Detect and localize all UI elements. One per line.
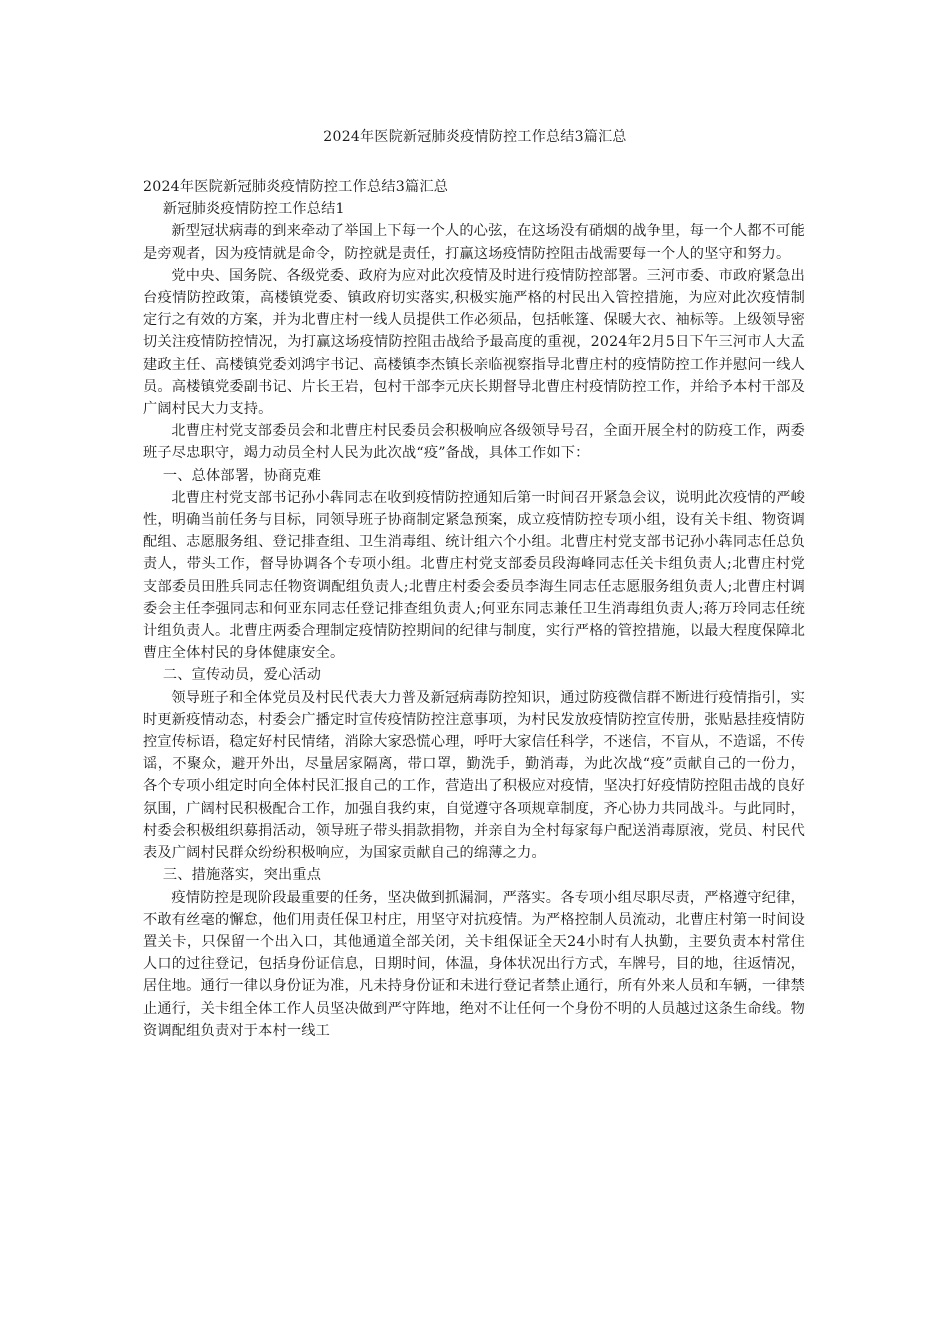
body-heading: 2024年医院新冠肺炎疫情防控工作总结3篇汇总 [143,179,449,195]
document-body [143,176,805,1042]
section-heading-2: 二、宣传动员，爱心活动 [162,667,322,684]
section-heading-3: 三、措施落实，突出重点 [162,867,322,884]
paragraph: 疫情防控是现阶段最重要的任务，坚决做到抓漏洞，严落实。各专项小组尽职尽责，严格遵守纪律，不敢有丝毫的懈怠，他们用责任保卫村庄，用坚守对抗疫情。为严格控制人员流动，北曹庄村第一时间设置关卡，只保留一个出入口，其他通道全部关闭，关卡组保证全天24小时有人执勤，主要负责本村常住人口的过往登记，包括身份证信息，日期时间，体温，身体状况出行方式，车牌号，目的地，往返情况，居住地。通行一律以身份证为准，凡未持身份证和未进行登记者禁止通行，所有外来人员和车辆，一律禁止通行，关卡组全体工作人员坚决做到严守阵地，绝对不让任何一个身份不明的人员越过这条生命线。物资调配组负责对于本村一线工 [143,889,805,1039]
document-title: 2024年医院新冠肺炎疫情防控工作总结3篇汇总 [323,129,627,145]
paragraph: 北曹庄村党支部委员会和北曹庄村民委员会积极响应各级领导号召，全面开展全村的防疫工作，两委班子尽忠职守，竭力动员全村人民为此次战“疫”备战，具体工作如下： [143,423,805,462]
paragraph: 党中央、国务院、各级党委、政府为应对此次疫情及时进行疫情防控部署。三河市委、市政府紧急出台疫情防控政策，高楼镇党委、镇政府切实落实,积极实施严格的村民出入管控措施，为应对此次疫情制定行之有效的方案，并为北曹庄村一线人员提供工作必须品，包括帐篷、保暖大衣、袖标等。上级领导密切关注疫情防控情况，为打赢这场疫情防控阻击战给予最高度的重视，2024年2月5日下午三河市人大孟建政主任、高楼镇党委刘鸿宇书记、高楼镇李杰镇长亲临视察指导北曹庄村的疫情防控工作并慰问一线人员。高楼镇党委副书记、片长王岩，包村干部李元庆长期督导北曹庄村疫情防控工作，并给予本村干部及广阔村民大力支持。 [143,267,805,418]
paragraph: 北曹庄村党支部书记孙小犇同志在收到疫情防控通知后第一时间召开紧急会议，说明此次疫情的严峻性，明确当前任务与目标，同领导班子协商制定紧急预案，成立疫情防控专项小组，设有关卡组、物资调配组、志愿服务组、登记排查组、卫生消毒组、统计组六个小组。北曹庄村党支部书记孙小犇同志任总负责人，带头工作，督导协调各个专项小组。北曹庄村党支部委员段海峰同志任关卡组负责人;北曹庄村党支部委员田胜兵同志任物资调配组负责人;北曹庄村委会委员李海生同志任志愿服务组负责人;北曹庄村调委会主任李强同志和何亚东同志任登记排查组负责人;何亚东同志兼任卫生消毒组负责人;蒋万玲同志任统计组负责人。北曹庄两委合理制定疫情防控期间的纪律与制度，实行严格的管控措施，以最大程度保障北曹庄全体村民的身体健康安全。 [143,489,805,662]
paragraph: 新型冠状病毒的到来牵动了举国上下每一个人的心弦，在这场没有硝烟的战争里，每一个人都不可能是旁观者，因为疫情就是命令，防控就是责任，打赢这场疫情防控阻击战需要每一个人的坚守和努力。 [143,223,805,262]
section-heading-1: 一、总体部署，协商克难 [162,467,322,484]
paragraph: 领导班子和全体党员及村民代表大力普及新冠病毒防控知识，通过防疫微信群不断进行疫情指引，实时更新疫情动态，村委会广播定时宣传疫情防控注意事项，为村民发放疫情防控宣传册，张贴悬挂疫情防控宣传标语，稳定好村民情绪，消除大家恐慌心理，呼吁大家信任科学，不迷信，不盲从，不造谣，不传谣，不聚众，避开外出，尽量居家隔离，带口罩，勤洗手，勤消毒，为此次战“疫”贡献自己的一份力，各个专项小组定时向全体村民汇报自己的工作，营造出了积极应对疫情，坚决打好疫情防控阻击战的良好氛围，广阔村民积极配合工作，加强自我约束，自觉遵守各项规章制度，齐心协力共同战斗。与此同时，村委会积极组织募捐活动，领导班子带头捐款捐物，并亲自为全村每家每户配送消毒原液，党员、村民代表及广阔村民群众纷纷积极响应，为国家贡献自己的绵薄之力。 [143,689,805,862]
section-subtitle: 新冠肺炎疫情防控工作总结1 [162,201,345,218]
